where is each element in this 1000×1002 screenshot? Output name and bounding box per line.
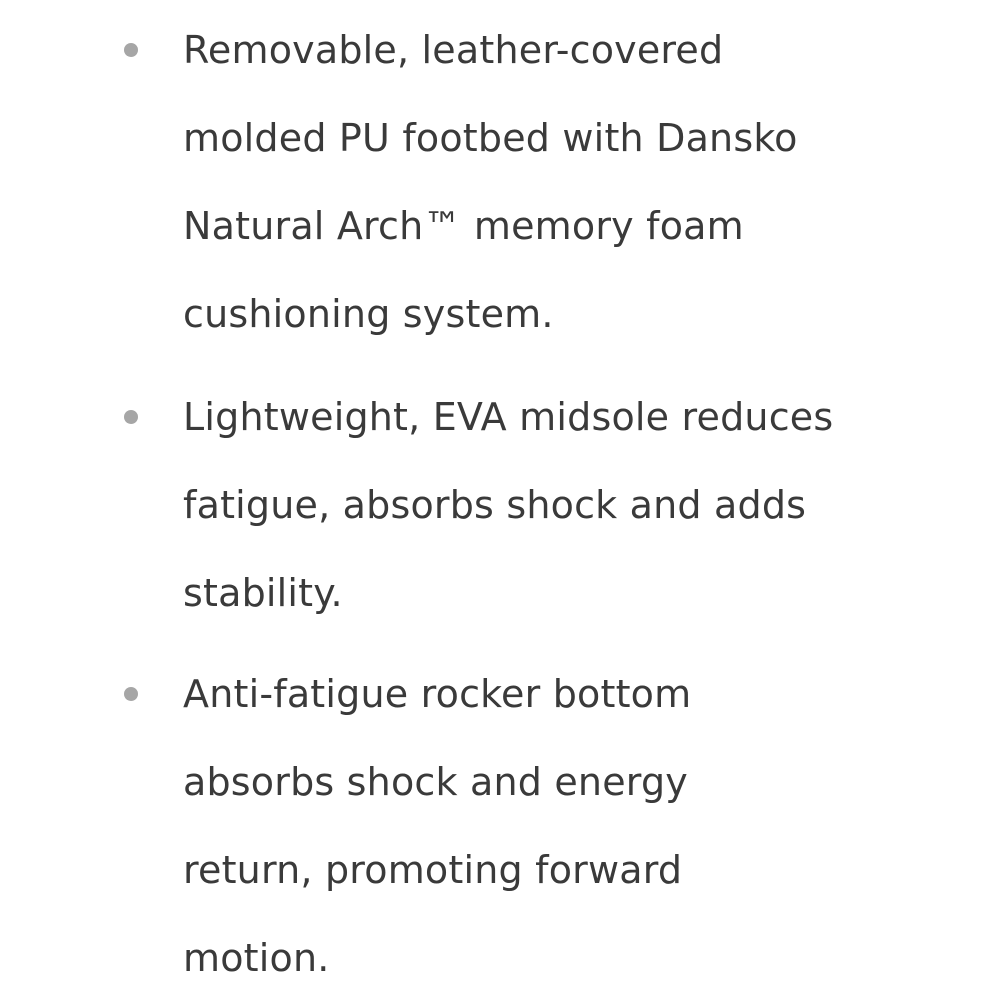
bullet-icon <box>124 43 138 57</box>
feature-item <box>183 6 923 358</box>
feature-line: stability. <box>183 571 343 615</box>
feature-line: Anti-fatigue rocker bottom <box>183 672 692 716</box>
feature-line: cushioning system. <box>183 292 554 336</box>
bullet-icon <box>124 410 138 424</box>
feature-line: Removable, leather-covered <box>183 28 724 72</box>
feature-line: fatigue, absorbs shock and adds <box>183 483 807 527</box>
feature-line: molded PU footbed with Dansko <box>183 116 798 160</box>
feature-line: motion. <box>183 936 330 980</box>
feature-line: return, promoting forward <box>183 848 683 892</box>
feature-line: Lightweight, EVA midsole reduces <box>183 395 834 439</box>
feature-item <box>183 650 923 1002</box>
bullet-icon <box>124 687 138 701</box>
feature-line: absorbs shock and energy <box>183 760 688 804</box>
feature-line: Natural Arch™ memory foam <box>183 204 744 248</box>
feature-item <box>183 373 923 637</box>
